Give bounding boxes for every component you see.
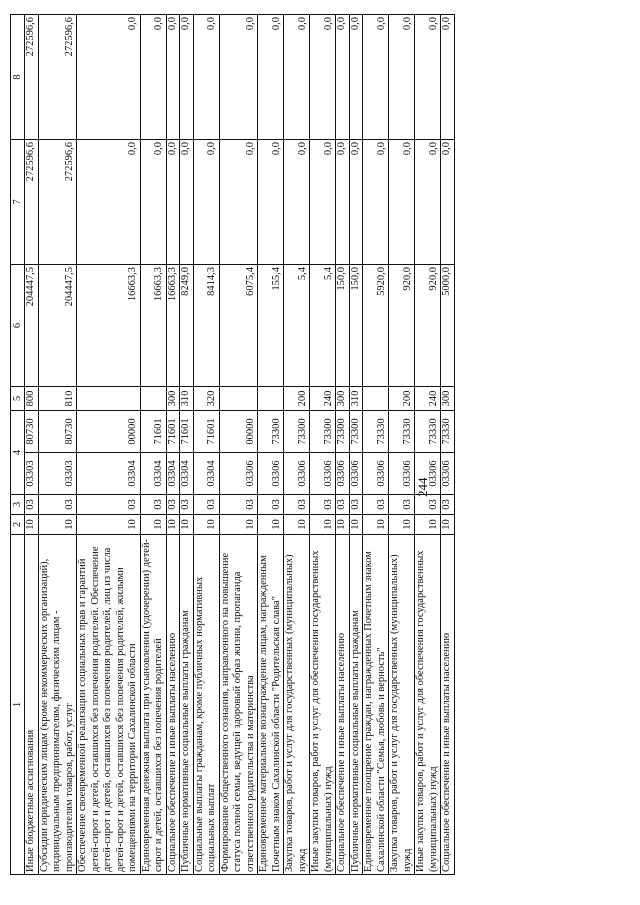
amount-col6: 920,0 [415, 265, 441, 387]
amount-col7: 0,0 [349, 140, 363, 265]
amount-col8: 0,0 [349, 15, 363, 140]
program-code: 03306 [415, 453, 441, 495]
program-code: 03306 [363, 453, 389, 495]
amount-col7: 0,0 [77, 140, 141, 265]
item-code: 80730 [25, 411, 39, 453]
expense-type-code: 300 [166, 387, 180, 411]
section-code: 10 [336, 515, 350, 535]
subsection-code: 03 [25, 495, 39, 515]
amount-col6: 6075,4 [219, 265, 258, 387]
section-code: 10 [310, 515, 336, 535]
subsection-code: 03 [77, 495, 141, 515]
table-row [284, 15, 310, 875]
row-name: Социальное обеспечение и иные выплаты населению [336, 535, 350, 875]
row-name: Формирование общественного сознания, направленного на повышение статуса полной семьи, ведущей здоровый образ жизни, пропаганда ответственного родительства и материнства [219, 535, 258, 875]
expense-type-code [363, 387, 389, 411]
subsection-code: 03 [219, 495, 258, 515]
program-code: 03303 [25, 453, 39, 495]
subsection-code: 03 [336, 495, 350, 515]
amount-col7: 0,0 [140, 140, 166, 265]
program-code: 03306 [389, 453, 415, 495]
program-code: 03306 [441, 453, 455, 495]
subsection-code: 03 [38, 495, 77, 515]
amount-col8: 0,0 [310, 15, 336, 140]
section-code: 10 [140, 515, 166, 535]
subsection-code: 03 [140, 495, 166, 515]
table-row [38, 15, 77, 875]
program-code: 03304 [166, 453, 180, 495]
row-name: Закупка товаров, работ и услуг для государственных (муниципальных) нужд [389, 535, 415, 875]
amount-col6: 150,0 [349, 265, 363, 387]
amount-col6: 16663,3 [77, 265, 141, 387]
amount-col6: 155,4 [258, 265, 284, 387]
amount-col7: 0,0 [441, 140, 455, 265]
table-row [140, 15, 166, 875]
item-code: 71601 [180, 411, 194, 453]
section-code: 10 [193, 515, 219, 535]
amount-col6: 150,0 [336, 265, 350, 387]
section-code: 10 [349, 515, 363, 535]
expense-type-code [219, 387, 258, 411]
amount-col7: 272596,6 [25, 140, 39, 265]
section-code: 10 [389, 515, 415, 535]
expense-type-code: 200 [284, 387, 310, 411]
item-code: 71601 [140, 411, 166, 453]
amount-col8: 272596,6 [38, 15, 77, 140]
amount-col7: 0,0 [389, 140, 415, 265]
amount-col8: 0,0 [166, 15, 180, 140]
expense-type-code: 240 [415, 387, 441, 411]
amount-col7: 0,0 [310, 140, 336, 265]
table-row [349, 15, 363, 875]
table-row [77, 15, 141, 875]
expense-type-code: 810 [38, 387, 77, 411]
expense-type-code: 310 [180, 387, 194, 411]
row-name: Иные закупки товаров, работ и услуг для обеспечения государственных (муниципальных) нужд [310, 535, 336, 875]
subsection-code: 03 [166, 495, 180, 515]
item-code: 71601 [166, 411, 180, 453]
row-name: Единовременная денежная выплата при усыновлении (удочерении) детей-сирот и детей, оставшихся без попечения родителей [140, 535, 166, 875]
subsection-code: 03 [193, 495, 219, 515]
amount-col8: 0,0 [415, 15, 441, 140]
item-code: 73330 [363, 411, 389, 453]
amount-col8: 272596,6 [25, 15, 39, 140]
program-code: 03306 [258, 453, 284, 495]
expense-type-code: 240 [310, 387, 336, 411]
item-code: 00000 [219, 411, 258, 453]
amount-col6: 5,4 [284, 265, 310, 387]
subsection-code: 03 [310, 495, 336, 515]
amount-col6: 5000,0 [441, 265, 455, 387]
budget-table [10, 14, 455, 875]
row-name: Единовременное поощрение граждан, награжденных Почетным знаком Сахалинской области "Семья, любовь и верность" [363, 535, 389, 875]
subsection-code: 03 [349, 495, 363, 515]
section-code: 10 [77, 515, 141, 535]
amount-col7: 0,0 [284, 140, 310, 265]
section-code: 10 [38, 515, 77, 535]
program-code: 03303 [38, 453, 77, 495]
program-code: 03306 [349, 453, 363, 495]
section-code: 10 [415, 515, 441, 535]
subsection-code: 03 [284, 495, 310, 515]
section-code: 10 [441, 515, 455, 535]
table-row [258, 15, 284, 875]
amount-col7: 0,0 [258, 140, 284, 265]
expense-type-code: 320 [193, 387, 219, 411]
table-row [166, 15, 180, 875]
amount-col6: 8249,0 [180, 265, 194, 387]
program-code: 03306 [310, 453, 336, 495]
subsection-code: 03 [415, 495, 441, 515]
subsection-code: 03 [363, 495, 389, 515]
header-cell: 1 [11, 535, 25, 875]
row-name: Обеспечение своевременной реализации социальных прав и гарантий детей-сирот и детей, оставшихся без попечения родителей. Обеспечение детей-сирот и детей, оставшихся без попечения родителей, лиц из числа детей-сирот и детей, оставшихся без попечения родителей, жилыми помещениями на территории Сахалинской области [77, 535, 141, 875]
item-code: 71601 [193, 411, 219, 453]
item-code: 73300 [310, 411, 336, 453]
table-row [441, 15, 455, 875]
item-code: 00000 [77, 411, 141, 453]
section-code: 10 [180, 515, 194, 535]
section-code: 10 [258, 515, 284, 535]
amount-col8: 0,0 [363, 15, 389, 140]
amount-col8: 0,0 [77, 15, 141, 140]
expense-type-code: 310 [349, 387, 363, 411]
row-name: Социальные выплаты гражданам, кроме публичных нормативных социальных выплат [193, 535, 219, 875]
amount-col8: 0,0 [441, 15, 455, 140]
amount-col6: 204447,5 [25, 265, 39, 387]
section-code: 10 [166, 515, 180, 535]
program-code: 03306 [336, 453, 350, 495]
amount-col6: 204447,5 [38, 265, 77, 387]
amount-col7: 0,0 [415, 140, 441, 265]
expense-type-code: 200 [389, 387, 415, 411]
header-cell: 7 [11, 140, 25, 265]
row-name: Единовременное материальное вознаграждение лицам, награжденным Почетным знаком Сахалинской области "Родительская слава" [258, 535, 284, 875]
item-code: 73330 [441, 411, 455, 453]
amount-col6: 16663,3 [140, 265, 166, 387]
header-cell: 2 [11, 515, 25, 535]
amount-col7: 0,0 [180, 140, 194, 265]
subsection-code: 03 [258, 495, 284, 515]
amount-col8: 0,0 [336, 15, 350, 140]
amount-col6: 5,4 [310, 265, 336, 387]
amount-col6: 5920,0 [363, 265, 389, 387]
program-code: 03304 [77, 453, 141, 495]
amount-col8: 0,0 [180, 15, 194, 140]
table-row [336, 15, 350, 875]
amount-col7: 0,0 [219, 140, 258, 265]
table-row [363, 15, 389, 875]
table-row [389, 15, 415, 875]
item-code: 73300 [258, 411, 284, 453]
row-name: Публичные нормативные социальные выплаты гражданам [349, 535, 363, 875]
table-row [219, 15, 258, 875]
row-name: Социальное обеспечение и иные выплаты населению [441, 535, 455, 875]
header-cell: 5 [11, 387, 25, 411]
expense-type-code: 800 [25, 387, 39, 411]
header-cell: 6 [11, 265, 25, 387]
row-name: Субсидии юридическим лицам (кроме некоммерческих организаций), индивидуальным предпринимателям, физическим лицам - производителям товаров, работ, услуг [38, 535, 77, 875]
table-row [310, 15, 336, 875]
expense-type-code [140, 387, 166, 411]
amount-col7: 0,0 [336, 140, 350, 265]
section-code: 10 [284, 515, 310, 535]
item-code: 73300 [284, 411, 310, 453]
header-cell: 8 [11, 15, 25, 140]
table-body [25, 15, 455, 875]
row-name: Иные закупки товаров, работ и услуг для обеспечения государственных (муниципальных) нужд [415, 535, 441, 875]
program-code: 03304 [140, 453, 166, 495]
item-code: 73330 [389, 411, 415, 453]
expense-type-code [258, 387, 284, 411]
subsection-code: 03 [180, 495, 194, 515]
section-code: 10 [219, 515, 258, 535]
amount-col6: 920,0 [389, 265, 415, 387]
amount-col8: 0,0 [140, 15, 166, 140]
amount-col8: 0,0 [193, 15, 219, 140]
page-number: 244 [415, 477, 430, 497]
amount-col8: 0,0 [258, 15, 284, 140]
row-name: Закупка товаров, работ и услуг для государственных (муниципальных) нужд [284, 535, 310, 875]
table-row [180, 15, 194, 875]
subsection-code: 03 [441, 495, 455, 515]
table-row [25, 15, 39, 875]
header-cell: 4 [11, 411, 25, 495]
row-name: Иные бюджетные ассигнования [25, 535, 39, 875]
header-row [11, 15, 25, 875]
program-code: 03304 [193, 453, 219, 495]
program-code: 03306 [284, 453, 310, 495]
amount-col7: 272596,6 [38, 140, 77, 265]
table-row [415, 15, 441, 875]
row-name: Публичные нормативные социальные выплаты гражданам [180, 535, 194, 875]
subsection-code: 03 [389, 495, 415, 515]
amount-col8: 0,0 [284, 15, 310, 140]
program-code: 03306 [219, 453, 258, 495]
expense-type-code: 300 [441, 387, 455, 411]
expense-type-code [77, 387, 141, 411]
amount-col7: 0,0 [193, 140, 219, 265]
item-code: 73300 [349, 411, 363, 453]
amount-col6: 16663,3 [166, 265, 180, 387]
section-code: 10 [363, 515, 389, 535]
item-code: 73300 [336, 411, 350, 453]
amount-col7: 0,0 [363, 140, 389, 265]
program-code: 03304 [180, 453, 194, 495]
table-row [193, 15, 219, 875]
amount-col8: 0,0 [389, 15, 415, 140]
row-name: Социальное обеспечение и иные выплаты населению [166, 535, 180, 875]
expense-type-code: 300 [336, 387, 350, 411]
item-code: 80730 [38, 411, 77, 453]
header-cell: 3 [11, 495, 25, 515]
amount-col6: 8414,3 [193, 265, 219, 387]
section-code: 10 [25, 515, 39, 535]
amount-col8: 0,0 [219, 15, 258, 140]
amount-col7: 0,0 [166, 140, 180, 265]
item-code: 73330 [415, 411, 441, 453]
